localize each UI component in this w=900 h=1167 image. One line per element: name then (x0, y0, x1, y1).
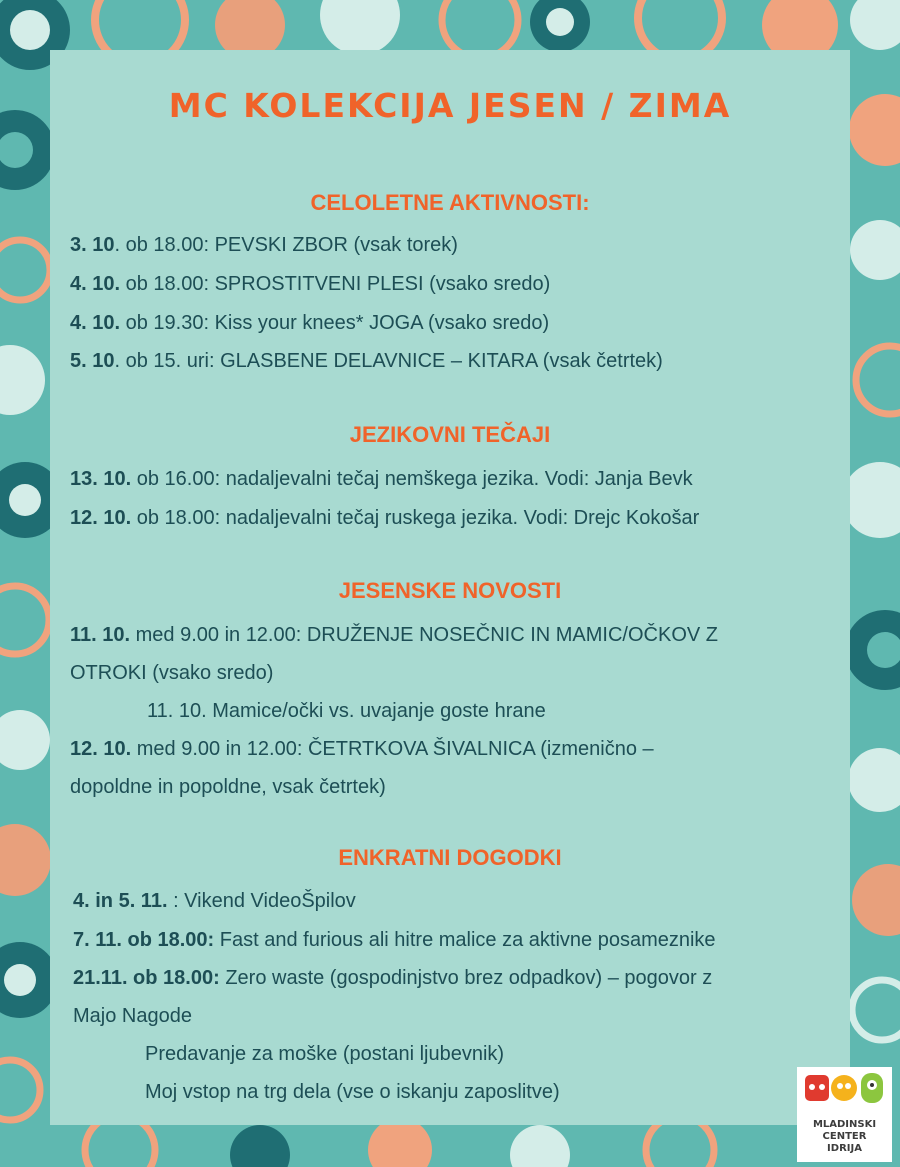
list-item: Majo Nagode (73, 1005, 192, 1027)
mladinski-center-logo (797, 1067, 892, 1162)
list-item: 7. 11. ob 18.00: Fast and furious ali hitre malice za aktivne posameznike (73, 929, 716, 951)
logo-text-line2: CENTER (822, 1131, 867, 1142)
section-heading-enkratni: ENKRATNI DOGODKI (338, 845, 562, 870)
list-item: 4. in 5. 11. : Vikend VideoŠpilov (73, 890, 356, 912)
logo-mascots-icon (797, 1067, 892, 1117)
list-item: Predavanje za moške (postani ljubevnik) (145, 1043, 505, 1065)
list-item: 4. 10. ob 18.00: SPROSTITVENI PLESI (vsako sredo) (70, 273, 551, 295)
list-item: 21.11. ob 18.00: Zero waste (gospodinjstvo brez odpadkov) – pogovor z (73, 967, 713, 989)
logo-text-line1: MLADINSKI (812, 1119, 877, 1130)
section-heading-celoletne: CELOLETNE AKTIVNOSTI: (310, 190, 590, 215)
list-item: 3. 10. ob 18.00: PEVSKI ZBOR (vsak torek) (70, 234, 458, 256)
logo-text-line3: IDRIJA (827, 1143, 862, 1154)
list-item: 11. 10. med 9.00 in 12.00: DRUŽENJE NOSEČNIC IN MAMIC/OČKOV Z (70, 624, 718, 646)
content-panel (50, 50, 850, 1125)
list-item: 5. 10. ob 15. uri: GLASBENE DELAVNICE – KITARA (vsak četrtek) (70, 350, 663, 372)
list-item: 12. 10. med 9.00 in 12.00: ČETRTKOVA ŠIVALNICA (izmenično – (70, 738, 654, 760)
list-item: 11. 10. Mamice/očki vs. uvajanje goste hrane (147, 700, 546, 722)
list-item: Moj vstop na trg dela (vse o iskanju zaposlitve) (145, 1081, 560, 1103)
list-item: OTROKI (vsako sredo) (70, 662, 274, 684)
list-item: 4. 10. ob 19.30: Kiss your knees* JOGA (vsako sredo) (70, 312, 550, 334)
list-item: 12. 10. ob 18.00: nadaljevalni tečaj ruskega jezika. Vodi: Drejc Kokošar (70, 507, 700, 529)
list-item: 13. 10. ob 16.00: nadaljevalni tečaj nemškega jezika. Vodi: Janja Bevk (70, 468, 693, 490)
list-item: dopoldne in popoldne, vsak četrtek) (70, 776, 386, 798)
section-heading-jesenske: JESENSKE NOVOSTI (338, 578, 562, 603)
page-title: MC KOLEKCIJA JESEN / ZIMA (168, 86, 732, 125)
section-heading-jezikovni: JEZIKOVNI TEČAJI (349, 422, 551, 447)
